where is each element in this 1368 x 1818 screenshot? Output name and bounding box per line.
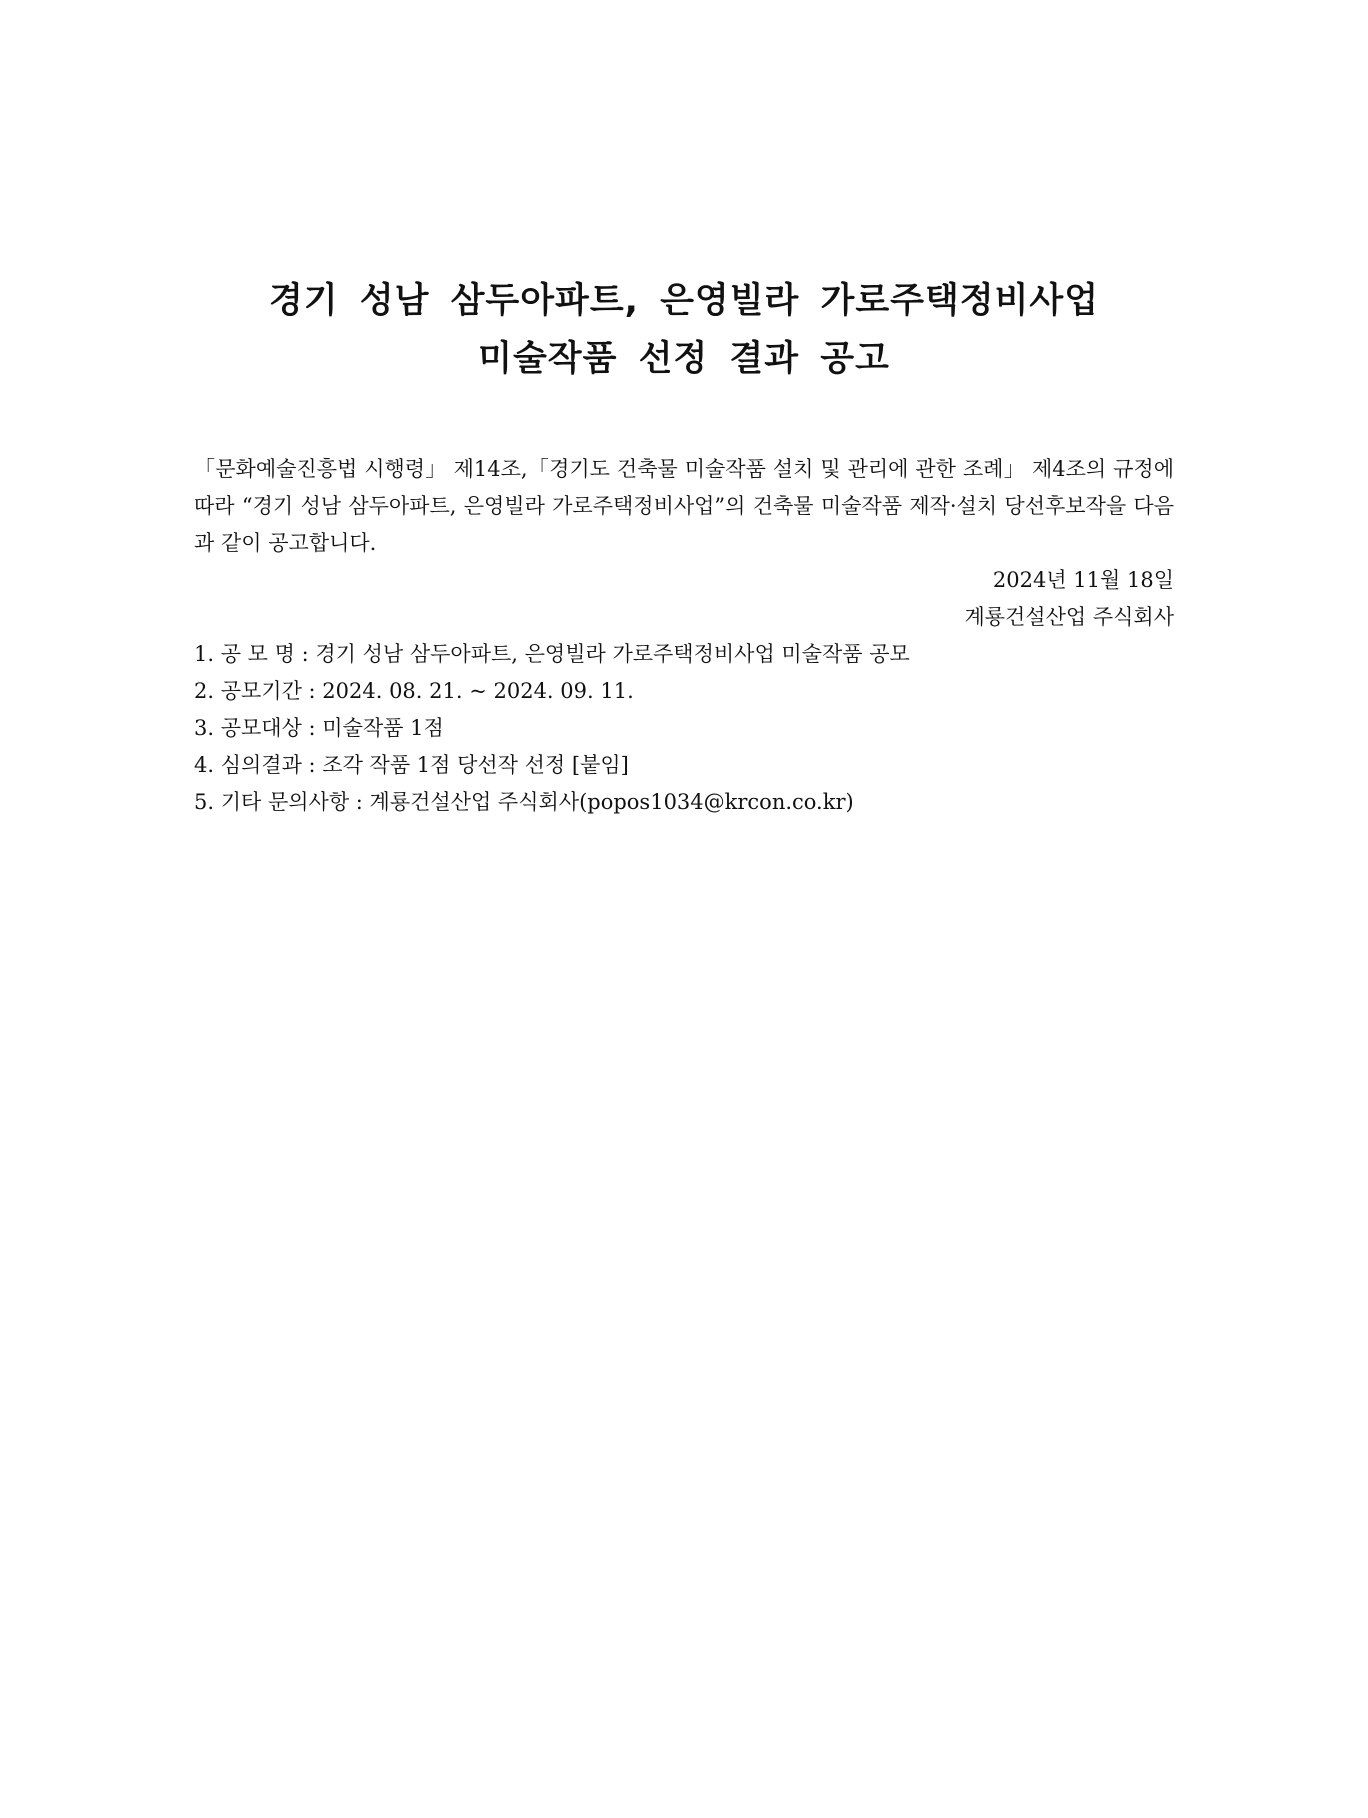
title-line-1: 경기 성남 삼두아파트, 은영빌라 가로주택정비사업: [268, 281, 1100, 321]
intro-paragraph: 「문화예술진흥법 시행령」 제14조,「경기도 건축물 미술작품 설치 및 관리에 관한 조례」 제4조의 규정에 따라 “경기 성남 삼두아파트, 은영빌라 가로주택정비사업”의 건축물 미술작품 제작·설치 당선후보작을 다음과 같이 공고합니다.: [194, 457, 1174, 555]
issuer-name: 계룡건설산업 주식회사: [964, 605, 1174, 629]
list-item: 5. 기타 문의사항 : 계룡건설산업 주식회사(popos1034@krcon.co.kr): [194, 790, 854, 814]
document-title: [0, 272, 1368, 388]
list-item: 1. 공 모 명 : 경기 성남 삼두아파트, 은영빌라 가로주택정비사업 미술작품 공모: [194, 642, 910, 666]
list-item: 2. 공모기간 : 2024. 08. 21. ~ 2024. 09. 11.: [194, 679, 634, 703]
announcement-date: 2024년 11월 18일: [992, 568, 1174, 592]
list-item: 3. 공모대상 : 미술작품 1점: [194, 716, 444, 740]
list-item: 4. 심의결과 : 조각 작품 1점 당선작 선정 [붙임]: [194, 753, 629, 777]
announcement-items: [194, 636, 1174, 821]
document-body: [194, 451, 1174, 821]
title-line-2: 미술작품 선정 결과 공고: [478, 339, 890, 379]
